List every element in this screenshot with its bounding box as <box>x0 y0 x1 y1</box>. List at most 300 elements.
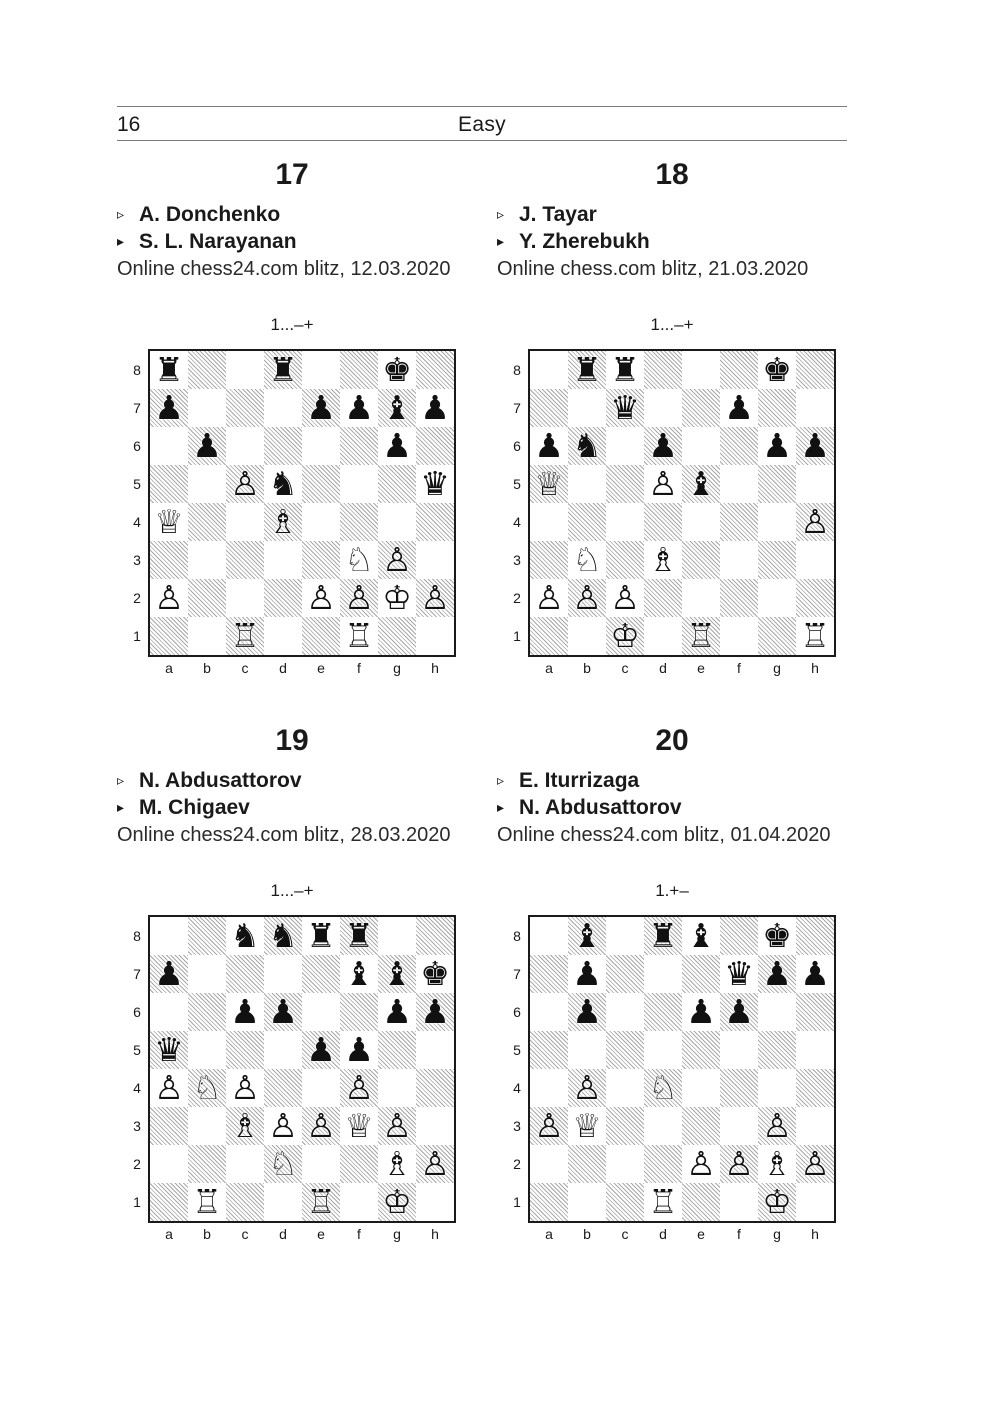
square-a2 <box>530 1145 568 1183</box>
white-rook-icon: ♖ <box>344 616 374 655</box>
square-d7 <box>264 955 302 993</box>
square-h2 <box>796 1145 834 1183</box>
black-queen-icon: ♛ <box>610 388 640 427</box>
event-info: Online chess24.com blitz, 01.04.2020 <box>497 824 831 846</box>
black-pawn-icon: ♟ <box>306 388 336 427</box>
file-label: b <box>583 660 591 676</box>
square-c2 <box>226 1145 264 1183</box>
rank-label: 4 <box>513 514 521 530</box>
white-pawn-icon: ♙ <box>382 1106 412 1145</box>
white-pawn-icon: ♙ <box>154 578 184 617</box>
square-e8 <box>302 917 340 955</box>
white-player-name: E. Iturrizaga <box>519 769 640 792</box>
chess-board <box>148 349 456 657</box>
square-f8 <box>720 917 758 955</box>
file-label: d <box>659 660 667 676</box>
rank-labels <box>130 351 144 655</box>
rank-label: 1 <box>513 1194 521 1210</box>
white-bishop-icon: ♗ <box>382 1144 412 1183</box>
white-bishop-icon: ♗ <box>268 502 298 541</box>
square-d6 <box>264 993 302 1031</box>
rank-label: 4 <box>513 1080 521 1096</box>
square-g1 <box>758 1183 796 1221</box>
square-f7 <box>720 955 758 993</box>
square-c3 <box>606 1107 644 1145</box>
square-e7 <box>302 389 340 427</box>
square-a3 <box>150 1107 188 1145</box>
square-b7 <box>568 955 606 993</box>
square-d5 <box>644 465 682 503</box>
file-label: h <box>811 1226 819 1242</box>
black-pawn-icon: ♟ <box>382 426 412 465</box>
square-c8 <box>226 351 264 389</box>
black-queen-icon: ♛ <box>724 954 754 993</box>
white-pawn-icon: ♙ <box>230 464 260 503</box>
square-e3 <box>682 1107 720 1145</box>
square-d8 <box>264 351 302 389</box>
square-f6 <box>340 427 378 465</box>
file-labels <box>150 1226 454 1242</box>
square-e1 <box>302 617 340 655</box>
square-c5 <box>606 1031 644 1069</box>
square-d6 <box>644 427 682 465</box>
white-knight-icon: ♘ <box>572 540 602 579</box>
white-rook-icon: ♖ <box>230 616 260 655</box>
black-rook-icon: ♜ <box>572 350 602 389</box>
square-g5 <box>378 465 416 503</box>
rank-label: 4 <box>133 514 141 530</box>
square-e6 <box>682 427 720 465</box>
square-a8 <box>150 351 188 389</box>
chess-board <box>148 915 456 1223</box>
square-g7 <box>378 955 416 993</box>
file-label: g <box>393 660 401 676</box>
header-rule-top <box>117 106 847 107</box>
square-a6 <box>150 993 188 1031</box>
white-rook-icon: ♖ <box>800 616 830 655</box>
rank-label: 6 <box>133 438 141 454</box>
black-pawn-icon: ♟ <box>686 992 716 1031</box>
running-head: Easy <box>458 113 506 136</box>
black-pawn-icon: ♟ <box>420 992 450 1031</box>
white-pawn-icon: ♙ <box>420 578 450 617</box>
white-pawn-icon: ♙ <box>534 578 564 617</box>
square-f7 <box>720 389 758 427</box>
white-pawn-icon: ♙ <box>344 578 374 617</box>
rank-label: 7 <box>513 966 521 982</box>
rank-label: 6 <box>513 438 521 454</box>
square-f5 <box>340 1031 378 1069</box>
square-f4 <box>720 1069 758 1107</box>
square-f8 <box>720 351 758 389</box>
event-info: Online chess24.com blitz, 12.03.2020 <box>117 258 451 280</box>
black-pawn-icon: ♟ <box>230 992 260 1031</box>
file-label: g <box>393 1226 401 1242</box>
file-label: a <box>165 660 173 676</box>
square-g8 <box>758 351 796 389</box>
square-c2 <box>606 579 644 617</box>
square-f7 <box>340 389 378 427</box>
square-g5 <box>758 1031 796 1069</box>
rank-label: 3 <box>513 1118 521 1134</box>
rank-label: 5 <box>513 1042 521 1058</box>
square-b8 <box>568 351 606 389</box>
black-pawn-icon: ♟ <box>724 388 754 427</box>
white-queen-icon: ♕ <box>154 502 184 541</box>
square-h4 <box>796 503 834 541</box>
black-pawn-icon: ♟ <box>420 388 450 427</box>
square-b6 <box>188 427 226 465</box>
rank-label: 2 <box>513 590 521 606</box>
black-rook-icon: ♜ <box>154 350 184 389</box>
rank-label: 1 <box>513 628 521 644</box>
rank-label: 1 <box>133 1194 141 1210</box>
square-a3 <box>150 541 188 579</box>
black-player-name: Y. Zherebukh <box>519 230 650 253</box>
square-g1 <box>378 617 416 655</box>
square-d3 <box>644 1107 682 1145</box>
square-d8 <box>264 917 302 955</box>
white-pawn-icon: ♙ <box>306 1106 336 1145</box>
black-player-name: N. Abdusattorov <box>519 796 682 819</box>
square-h3 <box>416 1107 454 1145</box>
square-f2 <box>720 1145 758 1183</box>
rank-label: 6 <box>513 1004 521 1020</box>
black-bishop-icon: ♝ <box>382 388 412 427</box>
white-pawn-icon: ♙ <box>648 464 678 503</box>
square-f6 <box>720 427 758 465</box>
square-h8 <box>796 917 834 955</box>
square-b1 <box>188 617 226 655</box>
white-pawn-icon: ♙ <box>800 502 830 541</box>
white-pawn-icon: ♙ <box>306 578 336 617</box>
rank-label: 8 <box>133 928 141 944</box>
square-e2 <box>302 579 340 617</box>
square-g6 <box>758 993 796 1031</box>
square-e8 <box>302 351 340 389</box>
square-g5 <box>378 1031 416 1069</box>
rank-label: 3 <box>133 1118 141 1134</box>
puzzle-number: 18 <box>655 158 689 191</box>
square-g4 <box>758 1069 796 1107</box>
file-label: f <box>737 660 741 676</box>
white-knight-icon: ♘ <box>192 1068 222 1107</box>
square-g7 <box>758 389 796 427</box>
square-a2 <box>530 579 568 617</box>
square-g2 <box>378 579 416 617</box>
square-d3 <box>644 541 682 579</box>
black-bishop-icon: ♝ <box>344 954 374 993</box>
rank-label: 3 <box>133 552 141 568</box>
square-c2 <box>606 1145 644 1183</box>
square-a7 <box>150 389 188 427</box>
square-f5 <box>720 465 758 503</box>
black-pawn-icon: ♟ <box>306 1030 336 1069</box>
square-c8 <box>606 351 644 389</box>
white-queen-icon: ♕ <box>572 1106 602 1145</box>
square-b3 <box>568 1107 606 1145</box>
square-g1 <box>378 1183 416 1221</box>
file-labels <box>530 660 834 676</box>
square-h3 <box>796 1107 834 1145</box>
square-c6 <box>606 993 644 1031</box>
square-e7 <box>682 389 720 427</box>
white-knight-icon: ♘ <box>344 540 374 579</box>
black-to-move-marker: ▸ <box>117 233 125 249</box>
black-pawn-icon: ♟ <box>154 388 184 427</box>
square-c1 <box>606 1183 644 1221</box>
square-d7 <box>644 955 682 993</box>
square-b3 <box>188 1107 226 1145</box>
square-d4 <box>644 1069 682 1107</box>
square-e7 <box>302 955 340 993</box>
square-c1 <box>606 617 644 655</box>
file-labels <box>150 660 454 676</box>
rank-label: 8 <box>133 362 141 378</box>
square-h2 <box>416 1145 454 1183</box>
file-label: f <box>737 1226 741 1242</box>
square-h7 <box>796 955 834 993</box>
square-d3 <box>264 1107 302 1145</box>
square-g1 <box>758 617 796 655</box>
square-e2 <box>682 1145 720 1183</box>
white-pawn-icon: ♙ <box>344 1068 374 1107</box>
file-label: g <box>773 1226 781 1242</box>
square-f3 <box>340 1107 378 1145</box>
black-bishop-icon: ♝ <box>572 916 602 955</box>
white-rook-icon: ♖ <box>192 1182 222 1221</box>
white-player <box>117 769 302 793</box>
black-player <box>117 230 297 254</box>
black-rook-icon: ♜ <box>344 916 374 955</box>
square-e3 <box>302 541 340 579</box>
square-a6 <box>530 427 568 465</box>
white-knight-icon: ♘ <box>268 1144 298 1183</box>
square-a4 <box>530 503 568 541</box>
black-queen-icon: ♛ <box>420 464 450 503</box>
square-e6 <box>302 993 340 1031</box>
black-bishop-icon: ♝ <box>686 464 716 503</box>
square-d7 <box>264 389 302 427</box>
file-label: a <box>165 1226 173 1242</box>
square-g2 <box>758 579 796 617</box>
square-g3 <box>758 1107 796 1145</box>
black-knight-icon: ♞ <box>268 916 298 955</box>
task-evaluation: 1...–+ <box>270 315 314 334</box>
square-d5 <box>644 1031 682 1069</box>
task-evaluation: 1...–+ <box>270 881 314 900</box>
puzzle-17 <box>117 158 497 718</box>
square-h4 <box>416 503 454 541</box>
puzzle-number: 20 <box>655 724 689 757</box>
file-label: c <box>621 660 629 676</box>
square-e4 <box>682 1069 720 1107</box>
square-e6 <box>302 427 340 465</box>
square-f1 <box>720 617 758 655</box>
square-f5 <box>340 465 378 503</box>
black-to-move-marker: ▸ <box>497 799 505 815</box>
square-a4 <box>150 1069 188 1107</box>
square-f4 <box>720 503 758 541</box>
white-player <box>117 203 280 227</box>
square-e2 <box>682 579 720 617</box>
rank-label: 7 <box>513 400 521 416</box>
white-bishop-icon: ♗ <box>762 1144 792 1183</box>
black-king-icon: ♚ <box>382 350 412 389</box>
square-h8 <box>416 351 454 389</box>
rank-label: 5 <box>513 476 521 492</box>
square-g5 <box>758 465 796 503</box>
black-knight-icon: ♞ <box>572 426 602 465</box>
square-g3 <box>378 541 416 579</box>
square-b1 <box>188 1183 226 1221</box>
square-a8 <box>150 917 188 955</box>
white-player-name: J. Tayar <box>519 203 597 226</box>
white-pawn-icon: ♙ <box>154 1068 184 1107</box>
white-pawn-icon: ♙ <box>724 1144 754 1183</box>
square-a2 <box>150 1145 188 1183</box>
square-d3 <box>264 541 302 579</box>
square-g7 <box>758 955 796 993</box>
square-f4 <box>340 1069 378 1107</box>
black-king-icon: ♚ <box>762 916 792 955</box>
square-a7 <box>530 955 568 993</box>
square-d6 <box>644 993 682 1031</box>
square-c3 <box>226 541 264 579</box>
black-knight-icon: ♞ <box>268 464 298 503</box>
event-info: Online chess24.com blitz, 28.03.2020 <box>117 824 451 846</box>
black-pawn-icon: ♟ <box>800 954 830 993</box>
square-h4 <box>796 1069 834 1107</box>
white-bishop-icon: ♗ <box>230 1106 260 1145</box>
white-pawn-icon: ♙ <box>800 1144 830 1183</box>
square-d7 <box>644 389 682 427</box>
puzzle-number: 17 <box>275 158 309 191</box>
square-f3 <box>340 541 378 579</box>
black-to-move-marker: ▸ <box>117 799 125 815</box>
white-king-icon: ♔ <box>382 1182 412 1221</box>
square-a4 <box>150 503 188 541</box>
square-a5 <box>530 465 568 503</box>
square-b4 <box>568 1069 606 1107</box>
square-g8 <box>378 917 416 955</box>
white-player <box>497 769 639 793</box>
puzzle-number: 19 <box>275 724 309 757</box>
file-label: f <box>357 660 361 676</box>
white-bishop-icon: ♗ <box>648 540 678 579</box>
square-b8 <box>188 351 226 389</box>
square-e4 <box>682 503 720 541</box>
square-g6 <box>378 427 416 465</box>
square-h8 <box>796 351 834 389</box>
white-player-name: A. Donchenko <box>139 203 281 226</box>
square-b7 <box>188 389 226 427</box>
square-b6 <box>568 993 606 1031</box>
square-e3 <box>682 541 720 579</box>
square-c5 <box>226 1031 264 1069</box>
black-player-name: M. Chigaev <box>139 796 250 819</box>
file-label: h <box>431 1226 439 1242</box>
file-label: e <box>317 1226 325 1242</box>
puzzle-19 <box>117 724 497 1284</box>
white-rook-icon: ♖ <box>686 616 716 655</box>
square-a3 <box>530 1107 568 1145</box>
black-pawn-icon: ♟ <box>192 426 222 465</box>
white-knight-icon: ♘ <box>648 1068 678 1107</box>
square-d5 <box>264 1031 302 1069</box>
file-label: b <box>203 660 211 676</box>
square-h6 <box>416 993 454 1031</box>
black-rook-icon: ♜ <box>268 350 298 389</box>
square-g2 <box>758 1145 796 1183</box>
square-d2 <box>264 579 302 617</box>
square-a4 <box>530 1069 568 1107</box>
white-pawn-icon: ♙ <box>420 1144 450 1183</box>
square-d4 <box>264 503 302 541</box>
square-a5 <box>530 1031 568 1069</box>
square-h5 <box>416 465 454 503</box>
square-f6 <box>340 993 378 1031</box>
black-to-move-marker: ▸ <box>497 233 505 249</box>
file-label: c <box>241 1226 249 1242</box>
file-label: c <box>241 660 249 676</box>
square-h1 <box>796 1183 834 1221</box>
square-b5 <box>568 465 606 503</box>
square-a6 <box>150 427 188 465</box>
square-b2 <box>188 1145 226 1183</box>
black-queen-icon: ♛ <box>154 1030 184 1069</box>
white-pawn-icon: ♙ <box>230 1068 260 1107</box>
square-e5 <box>682 1031 720 1069</box>
square-h1 <box>416 617 454 655</box>
white-pawn-icon: ♙ <box>572 578 602 617</box>
rank-label: 6 <box>133 1004 141 1020</box>
square-b4 <box>188 503 226 541</box>
square-c5 <box>226 465 264 503</box>
square-f1 <box>720 1183 758 1221</box>
square-c7 <box>226 389 264 427</box>
black-pawn-icon: ♟ <box>572 992 602 1031</box>
square-e4 <box>302 503 340 541</box>
square-c3 <box>226 1107 264 1145</box>
square-e3 <box>302 1107 340 1145</box>
square-a7 <box>150 955 188 993</box>
square-a8 <box>530 351 568 389</box>
square-b4 <box>188 1069 226 1107</box>
black-player <box>497 796 682 820</box>
rank-labels <box>510 351 524 655</box>
square-c4 <box>226 1069 264 1107</box>
square-c6 <box>226 427 264 465</box>
square-b1 <box>568 1183 606 1221</box>
file-label: g <box>773 660 781 676</box>
square-b7 <box>568 389 606 427</box>
square-f4 <box>340 503 378 541</box>
square-b5 <box>188 465 226 503</box>
file-label: d <box>279 660 287 676</box>
square-f1 <box>340 617 378 655</box>
square-h6 <box>416 427 454 465</box>
white-player <box>497 203 597 227</box>
square-b2 <box>568 1145 606 1183</box>
square-b8 <box>568 917 606 955</box>
rank-label: 7 <box>133 966 141 982</box>
square-a1 <box>150 617 188 655</box>
black-player-name: S. L. Narayanan <box>139 230 297 253</box>
square-c4 <box>226 503 264 541</box>
black-pawn-icon: ♟ <box>762 954 792 993</box>
square-d8 <box>644 917 682 955</box>
